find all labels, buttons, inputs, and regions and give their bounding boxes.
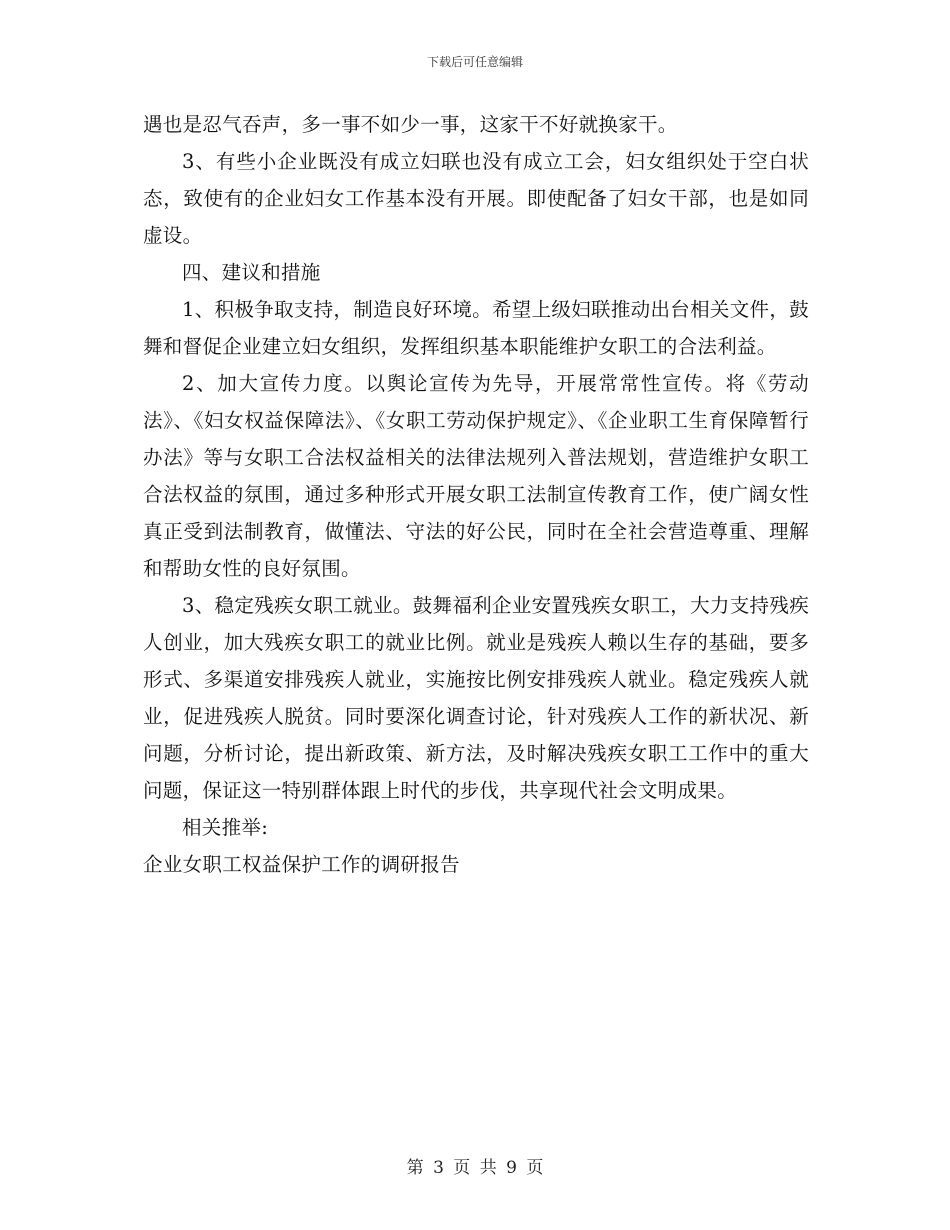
paragraph-continuation: 遇也是忍气吞声，多一事不如少一事，这家干不好就换家干。 bbox=[143, 113, 678, 136]
paragraph-suggestion-3: 3、稳定残疾女职工就业。鼓舞福利企业安置残疾女职工，大力支持残疾人创业，加大残疾女职工的就业比例。就业是残疾人赖以生存的基础，要多形式、多渠道安排残疾人就业，实施按比例安排残疾人就业。稳定残疾人就业，促进残疾人脱贫。同时要深化调查讨论，针对残疾人工作的新状况、新问题，分析讨论，提出新政策、新方法，及时解决残疾女职工工作中的重大问题，保证这一特别群体跟上时代的步伐，共享现代社会文明成果。 bbox=[143, 594, 809, 802]
document-body bbox=[143, 106, 809, 883]
related-recommendations-label: 相关推举: bbox=[182, 816, 269, 839]
related-link-report[interactable]: 企业女职工权益保护工作的调研报告 bbox=[143, 853, 460, 876]
paragraph-suggestion-1: 1、积极争取支持，制造良好环境。希望上级妇联推动出台相关文件，鼓舞和督促企业建立妇女组织，发挥组织基本职能维护女职工的合法利益。 bbox=[143, 298, 809, 358]
page-footer-number: 第 3 页 共 9 页 bbox=[406, 1158, 544, 1178]
page-header: 下载后可任意编辑 bbox=[426, 55, 523, 69]
paragraph-point-3-women-org: 3、有些小企业既没有成立妇联也没有成立工会，妇女组织处于空白状态，致使有的企业妇女工作基本没有开展。即使配备了妇女干部，也是如同虚设。 bbox=[143, 150, 809, 247]
paragraph-suggestion-2: 2、加大宣传力度。以舆论宣传为先导，开展常常性宣传。将《劳动法》、《妇女权益保障法》、《女职工劳动保护规定》、《企业职工生育保障暂行办法》等与女职工合法权益相关的法律法规列入普法规划，营造维护女职工合法权益的氛围，通过多种形式开展女职工法制宣传教育工作，使广阔女性真正受到法制教育，做懂法、守法的好公民，同时在全社会营造尊重、理解和帮助女性的良好氛围。 bbox=[143, 372, 809, 580]
section-heading-suggestions: 四、建议和措施 bbox=[182, 261, 321, 284]
